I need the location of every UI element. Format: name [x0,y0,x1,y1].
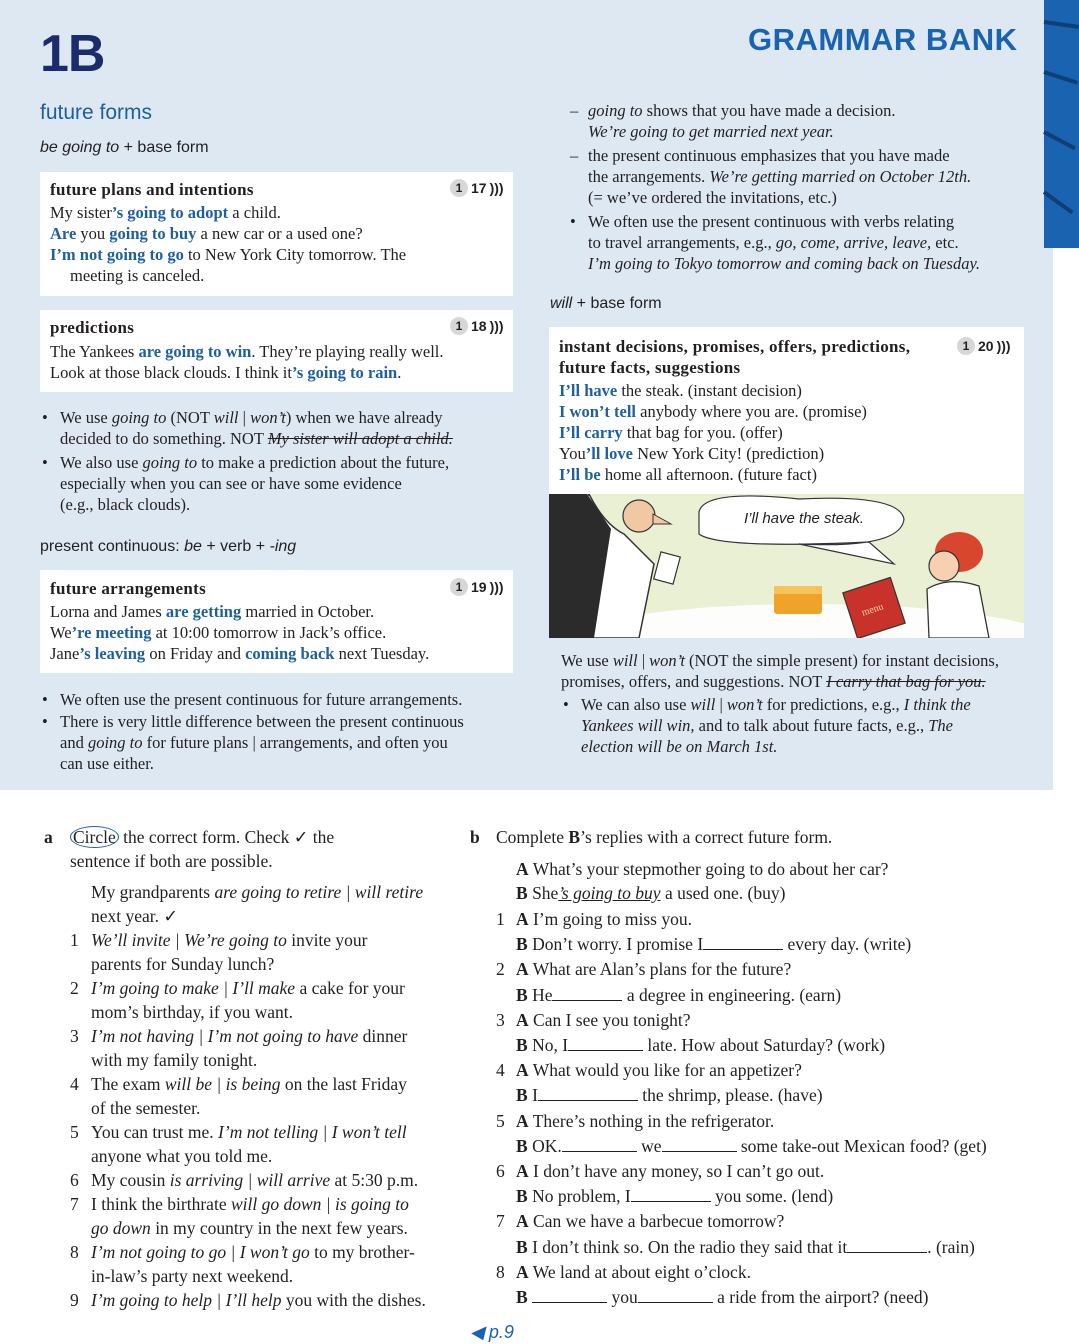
answer-options[interactable]: will be | is being [164,1074,281,1094]
line-a: Can I see you tonight? [533,1009,691,1030]
exercise-b-item [496,1260,1036,1310]
answer-blank[interactable] [847,1239,927,1253]
page-reference[interactable]: ◀ p.9 [470,1322,514,1342]
item-number: 5 [70,1122,79,1142]
item-text: I think the birthrate [91,1194,231,1214]
restaurant-cartoon [549,494,1024,638]
item-text: you with the dishes. [281,1290,426,1310]
speaker-a: A [516,959,529,980]
box-predictions [40,310,513,392]
line-b: some take-out Mexican food? (get) [736,1135,987,1156]
unit-title: 1B [40,25,105,83]
item-text: mom’s birthday, if you want. [91,1002,294,1022]
line-b: He [532,984,553,1005]
audio-track[interactable]: 1 18 ))) [450,317,504,335]
exercise-b-item [496,1109,1036,1159]
speaker-b: B [516,1236,528,1257]
example-line: My sister’s going to adopt a child. Are you going to buy a new car or a used one? I’m not going to go to New York City tomorrow. The meeting is canceled. [50,203,407,285]
exercise-a-item [70,1168,470,1192]
sound-icon: ))) [489,318,504,334]
exercise-a-item [70,1120,470,1168]
speaker-a: A [516,1060,529,1081]
section-title: future forms [40,101,153,124]
answer-options[interactable]: We’ll invite | We’re going to [91,930,287,950]
menu-label: menu [860,601,885,619]
exercise-a-list [70,928,470,1312]
example-line: I’ll have the steak. (instant decision) I won’t tell anybody where you are. (promise) I’ll carry that bag for you. (offer) You’ll love New York City! (prediction) I’ll be home all afternoon. (future fact) [559,381,867,484]
answer-blank[interactable] [662,1138,737,1152]
answer-options[interactable]: I’m going to make | I’ll make [91,978,296,998]
exercise-a-item [70,928,470,976]
item-number: 4 [496,1060,505,1081]
item-text: at 5:30 p.m. [330,1170,419,1190]
box-future-arrangements [40,570,513,673]
speaker-a: A [516,1211,529,1232]
speaker-a: A [516,1261,529,1282]
answer-options[interactable]: I’m not having | I’m not going to have [91,1026,359,1046]
box-heading: predictions [50,318,135,337]
sound-icon: ))) [489,180,504,196]
line-a: I don’t have any money, so I can’t go out. [533,1161,825,1182]
exercise-a-example: My grandparents are going to retire | will retire next year. ✓ [91,882,424,926]
speaker-b: B [516,1287,528,1308]
line-b: you some. (lend) [710,1186,834,1207]
rules-present-continuous: • We often use the present continuous for future arrangements. • There is very little difference between the present continuous and going to for future plans | arrangements, and often you can use either. [40,689,520,774]
subheading-going-to: be going to + base form [40,139,209,156]
item-number: 7 [496,1211,505,1232]
box-heading: instant decisions, promises, offers, predictions, future facts, suggestions [559,337,911,377]
item-text: The exam [91,1074,165,1094]
line-b: OK. [532,1135,562,1156]
item-number: 4 [70,1074,79,1094]
example-line: The Yankees are going to win. They’re playing really well. Look at those black clouds. I think it’s going to rain. [50,342,444,382]
box-heading: future plans and intentions [50,180,254,199]
line-b: Don’t worry. I promise I [532,934,704,955]
exercise-b-letter: b [470,827,480,847]
item-number: 6 [70,1170,79,1190]
line-a: Can we have a barbecue tomorrow? [533,1211,785,1232]
audio-track[interactable]: 1 17 ))) [450,179,504,197]
exercise-b-item [496,1008,1036,1058]
speaker-a: A [516,1009,529,1030]
exercise-b-example: A What’s your stepmother going to do about her car? B She’s going to buy a used one. (buy) [516,859,889,903]
cd-icon: 1 [450,179,468,197]
answer-blank[interactable] [562,1138,637,1152]
line-a: What would you like for an appetizer? [532,1060,802,1081]
item-text[interactable]: go down [91,1218,151,1238]
item-number: 1 [496,909,505,929]
cartoon-illustration [549,494,1024,638]
item-text: You can trust me. [91,1122,219,1142]
box-will-uses [549,327,1024,494]
line-b: a ride from the airport? (need) [712,1287,929,1308]
item-text: parents for Sunday lunch? [91,954,275,974]
exercise-b-instructions: Complete B’s replies with a correct future form. [496,827,833,847]
item-number: 2 [496,959,505,980]
rules-will: We use will | won’t (NOT the simple present) for instant decisions, promises, offers, and suggestions. NOT I carry that bag for you. • We can also use will | won’t for predictions, e.g., I think the Yankees will win, and to talk about future facts, e.g., The election will be on March 1st. [561,650,1026,757]
item-text: My cousin [91,1170,170,1190]
line-b: . (rain) [927,1236,975,1257]
item-text: a cake for your [295,978,405,998]
line-b: I [532,1085,538,1106]
speaker-b: B [516,934,528,955]
answer-blank[interactable] [552,987,622,1001]
exercise-b-item [496,1159,1036,1209]
box-heading: future arrangements [50,579,206,598]
exercise-a-item [70,976,470,1024]
line-b: I don’t think so. On the radio they said that it [532,1236,848,1257]
line-b: No, I [532,1035,569,1056]
item-number: 8 [70,1242,79,1262]
item-number: 3 [70,1026,79,1046]
exercise-b-list [496,907,1036,1310]
speaker-b: B [516,1035,528,1056]
answer-options[interactable]: I’m going to help | I’ll help [91,1290,282,1310]
line-b: every day. (write) [783,934,912,955]
sound-icon: ))) [489,579,504,595]
example-line: Lorna and James are getting married in October. We’re meeting at 10:00 tomorrow in Jack’s office. Jane’s leaving on Friday and coming back next Tuesday. [50,602,430,663]
item-text: invite your [286,930,368,950]
answer-blank[interactable] [532,1289,607,1303]
exercise-b-item [496,907,1036,957]
exercise-b-item [496,957,1036,1007]
exercise-a-item [70,1192,470,1240]
speaker-a: A [516,909,529,929]
answer-blank[interactable] [538,1087,638,1101]
grammar-bank-title: GRAMMAR BANK [748,22,1018,57]
speaker-a: A [516,1161,529,1182]
exercise-a-item [70,1240,470,1288]
line-b: No problem, I [532,1186,631,1207]
answer-options[interactable]: I’m not going to go | I won’t go [91,1242,310,1262]
item-text: with my family tonight. [91,1050,258,1070]
exercise-a-item [70,1072,470,1120]
exercise-a-instructions: Circle the correct form. Check ✓ the sentence if both are possible. [70,827,335,871]
item-text: anyone what you told me. [91,1146,273,1166]
exercise-b-item [496,1209,1036,1259]
speaker-b: B [516,1135,528,1156]
item-number: 5 [496,1110,505,1131]
answer-blank[interactable] [703,936,783,950]
line-b: the shrimp, please. (have) [637,1085,823,1106]
subheading-present-continuous: present continuous: be + verb + -ing [40,538,297,555]
line-a: There’s nothing in the refrigerator. [532,1110,775,1131]
item-text: of the semester. [91,1098,201,1118]
line-a: What are Alan’s plans for the future? [532,959,792,980]
item-text: in my country in the next few years. [150,1218,408,1238]
cd-icon: 1 [957,337,975,355]
item-number: 7 [70,1194,79,1214]
speaker-b: B [516,1186,528,1207]
item-number: 9 [70,1290,79,1310]
line-b: a degree in engineering. (earn) [622,984,842,1005]
cd-icon: 1 [450,578,468,596]
line-a: I’m going to miss you. [533,909,692,929]
answer-options[interactable]: I’m not telling | I won’t tell [218,1122,407,1142]
speaker-b: B [516,984,528,1005]
item-text: dinner [358,1026,408,1046]
speech-bubble-text: I’ll have the steak. [744,510,865,527]
speaker-b: B [516,1085,528,1106]
exercise-a-item [70,1288,470,1312]
line-b: you [607,1287,638,1308]
subheading-will: will + base form [550,295,662,312]
circle-word: Circle [70,826,119,848]
back-arrow-icon: ◀ [470,1322,484,1342]
rules-going-to: • We use going to (NOT will | won’t) when we have already decided to do something. NOT My sister will adopt a child. • We also use going to to make a prediction about the future, especially when you can see or have some evidence (e.g., black clouds). [40,407,520,515]
item-text: to my brother- [309,1242,415,1262]
line-a: We land at about eight o’clock. [532,1261,751,1282]
answer-blank[interactable] [638,1289,713,1303]
cd-icon: 1 [450,317,468,335]
exercise-b-item [496,1058,1036,1108]
item-number: 2 [70,978,79,998]
item-number: 6 [496,1161,505,1182]
item-number: 1 [70,930,79,950]
exercise-a-item [70,1024,470,1072]
speaker-a: A [516,1110,529,1131]
rules-going-to-continued: – going to shows that you have made a decision. We’re going to get married next year. – the present continuous emphasizes that you have made the arrangements. We’re getting married on October 12th. (= we’ve ordered the invitations, etc.) • We often use the present continuous with verbs relating to travel arrangements, e.g., go, come, arrive, leave, etc. I’m going to Tokyo tomorrow and coming back on Tuesday. [568,100,1028,274]
item-text: on the last Friday [280,1074,407,1094]
answer-blank[interactable] [631,1188,711,1202]
answer-options[interactable]: will go down | is going to [230,1194,409,1214]
box-future-plans [40,172,513,296]
audio-track[interactable]: 1 19 ))) [450,578,504,596]
sound-icon: ))) [996,338,1011,354]
item-number: 8 [496,1261,505,1282]
audio-track[interactable]: 1 20 ))) [957,337,1011,355]
line-b: late. How about Saturday? (work) [643,1035,886,1056]
item-number: 3 [496,1009,505,1030]
item-text: in-law’s party next weekend. [91,1266,294,1286]
answer-blank[interactable] [568,1037,643,1051]
line-b: we [636,1135,662,1156]
answer-options[interactable]: is arriving | will arrive [169,1170,331,1190]
decorative-stripe [1044,0,1079,248]
exercise-a-letter: a [44,827,53,847]
